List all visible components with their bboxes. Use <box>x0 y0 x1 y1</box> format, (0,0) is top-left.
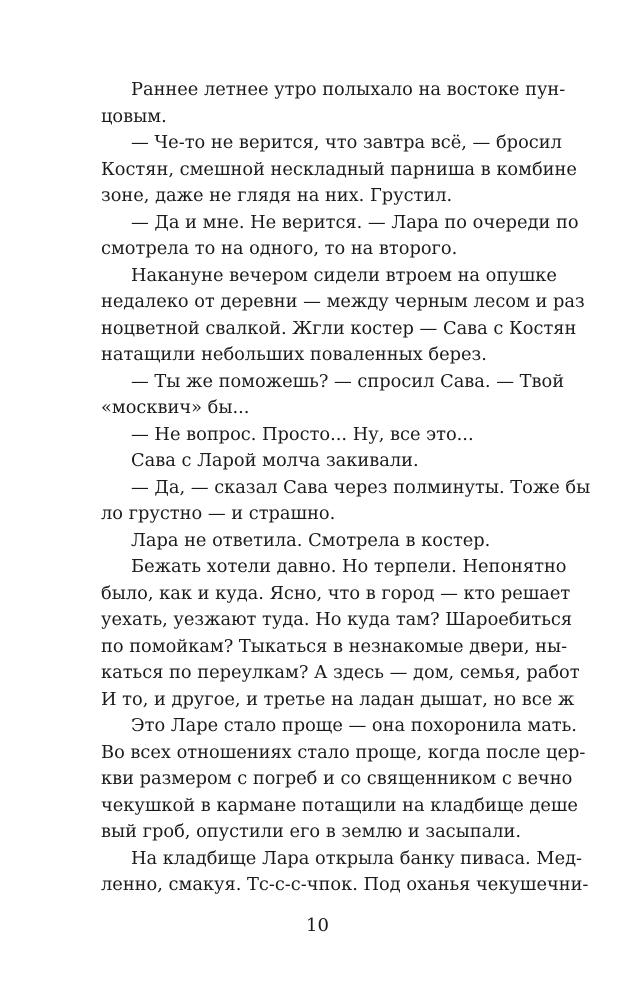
body-text <box>101 77 635 899</box>
text-line: Накануне вечером сидели втроем на опушке <box>131 264 557 286</box>
text-line: цовым. <box>101 105 167 127</box>
text-line: На кладбище Лара открыла банку пиваса. Мед- <box>131 847 583 869</box>
text-line: ло грустно — и страшно. <box>101 503 336 524</box>
text-line: уехать, уезжают туда. Но куда там? Шароебиться <box>101 609 573 630</box>
text-line: Это Ларе стало проще — она похоронила мать. <box>131 715 577 736</box>
text-line: Раннее летнее утро полыхало на востоке пун- <box>131 79 566 100</box>
text-line: недалеко от деревни — между черным лесом и раз <box>101 291 585 312</box>
text-line: Бежать хотели давно. Но терпели. Непонятно <box>131 556 567 577</box>
text-line: — Да и мне. Не верится. — Лара по очереди по <box>131 211 579 233</box>
text-line: по помойкам? Тыкаться в незнакомые двери, ны- <box>101 635 568 657</box>
page-number: 10 <box>306 915 329 936</box>
text-line: зоне, даже не глядя на них. Грустил. <box>101 185 453 206</box>
text-line: каться по переулкам? А здесь — дом, семья, работ <box>101 662 580 683</box>
text-line: — Да, — сказал Сава через полминуты. Тоже бы <box>131 476 591 498</box>
text-line: ноцветной свалкой. Жгли костер — Сава с Костян <box>101 317 577 339</box>
text-line: — Че-то не верится, что завтра всё, — бросил <box>131 132 562 153</box>
text-line: было, как и куда. Ясно, что в город — кто решает <box>101 582 571 604</box>
text-line: ленно, смакуя. Тс-с-с-чпок. Под оханья чекушечни- <box>101 874 589 895</box>
text-line: И то, и другое, и третье на ладан дышат, но все ж <box>101 688 575 710</box>
text-line: кви размером с погреб и со священником с вечно <box>101 768 573 789</box>
text-line: — Ты же поможешь? — спросил Сава. — Твой <box>131 370 565 392</box>
text-line: — Не вопрос. Просто... Ну, все это... <box>131 423 474 445</box>
text-line: чекушкой в кармане потащили на кладбище деше <box>101 794 578 816</box>
text-line: вый гроб, опустили его в землю и засыпали. <box>101 821 522 842</box>
text-line: Костян, смешной нескладный парниша в комбине <box>101 158 577 180</box>
text-line: «москвич» бы... <box>101 397 250 418</box>
text-line: Во всех отношениях стало проще, когда после цер- <box>101 741 586 763</box>
text-line: Лара не ответила. Смотрела в костер. <box>131 529 491 551</box>
text-line: смотрела то на одного, то на второго. <box>101 238 458 259</box>
text-line: Сава с Ларой молча закивали. <box>131 450 419 471</box>
text-line: натащили небольших поваленных берез. <box>101 344 487 365</box>
